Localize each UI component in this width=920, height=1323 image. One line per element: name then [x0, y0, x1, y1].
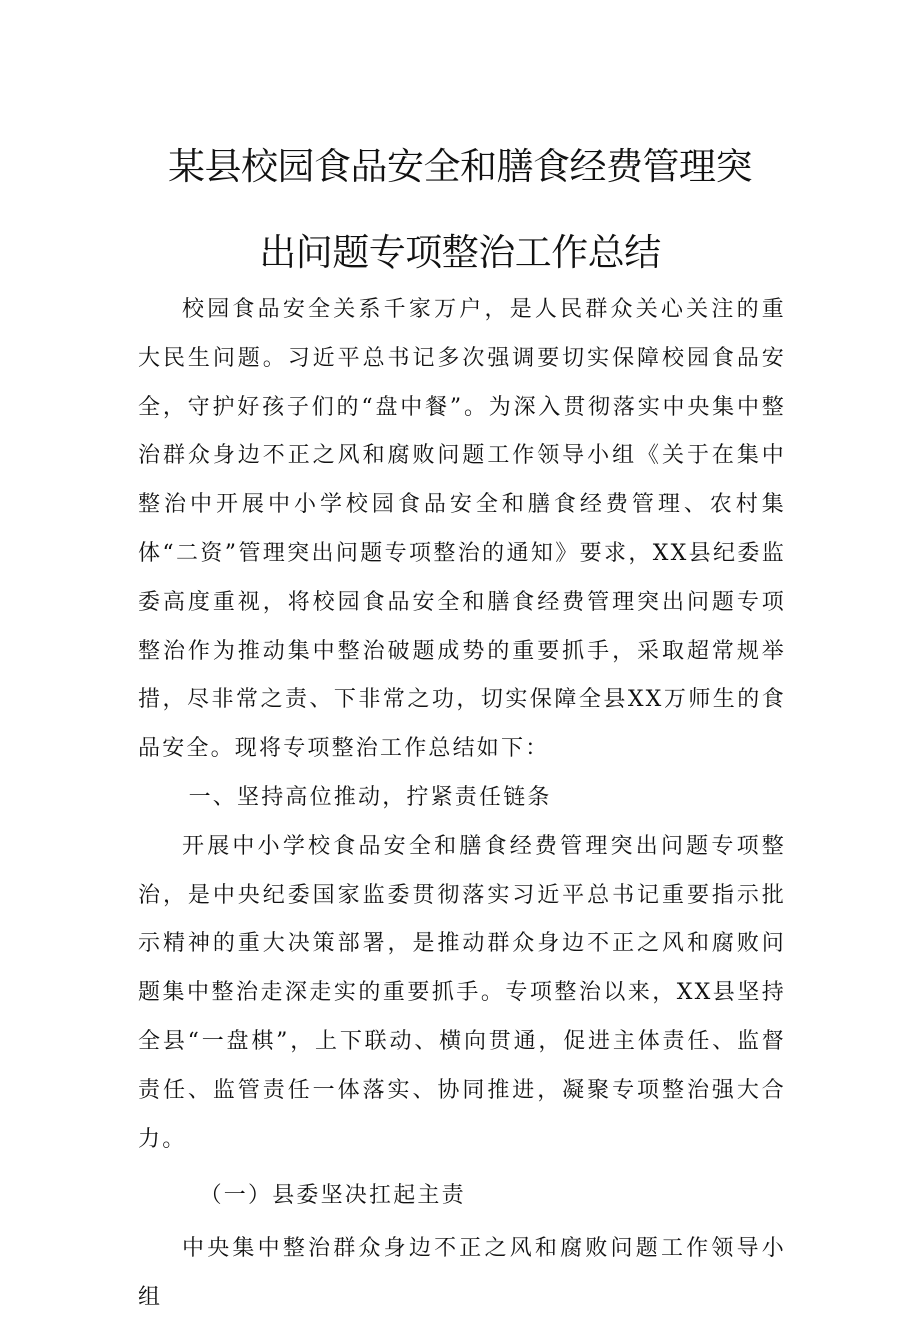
document-body — [138, 286, 786, 1323]
section-heading-1: 一、坚持高位推动，拧紧责任链条 — [188, 784, 552, 810]
subsection-heading-1: （一）县委坚决扛起主责 — [199, 1183, 466, 1209]
section-1-paragraph: 开展中小学校食品安全和膳食经费管理突出问题专项整治，是中央纪委国家监委贯彻落实习近平总书记重要指示批示精神的重大决策部署，是推动群众身边不正之风和腐败问题集中整治走深走实的重要抓手。专项整治以来，XX县坚持全县“一盘棋”，上下联动、横向贯通，促进主体责任、监督责任、监管责任一体落实、协同推进，凝聚专项整治强大合力。 — [138, 833, 786, 1152]
intro-paragraph: 校园食品安全关系千家万户，是人民群众关心关注的重大民生问题。习近平总书记多次强调要切实保障校园食品安全，守护好孩子们的“盘中餐”。为深入贯彻落实中央集中整治群众身边不正之风和腐败问题工作领导小组《关于在集中整治中开展中小学校园食品安全和膳食经费管理、农村集体“二资”管理突出问题专项整治的通知》要求，XX县纪委监委高度重视，将校园食品安全和膳食经费管理突出问题专项整治作为推动集中整治破题成势的重要抓手，采取超常规举措，尽非常之责、下非常之功，切实保障全县XX万师生的食品安全。现将专项整治工作总结如下： — [138, 297, 786, 762]
document-title-line-2: 出问题专项整治工作总结 — [259, 231, 661, 274]
subsection-1-paragraph: 中央集中整治群众身边不正之风和腐败问题工作领导小组 — [138, 1236, 786, 1310]
document-title-line-1: 某县校园食品安全和膳食经费管理突 — [168, 145, 752, 188]
